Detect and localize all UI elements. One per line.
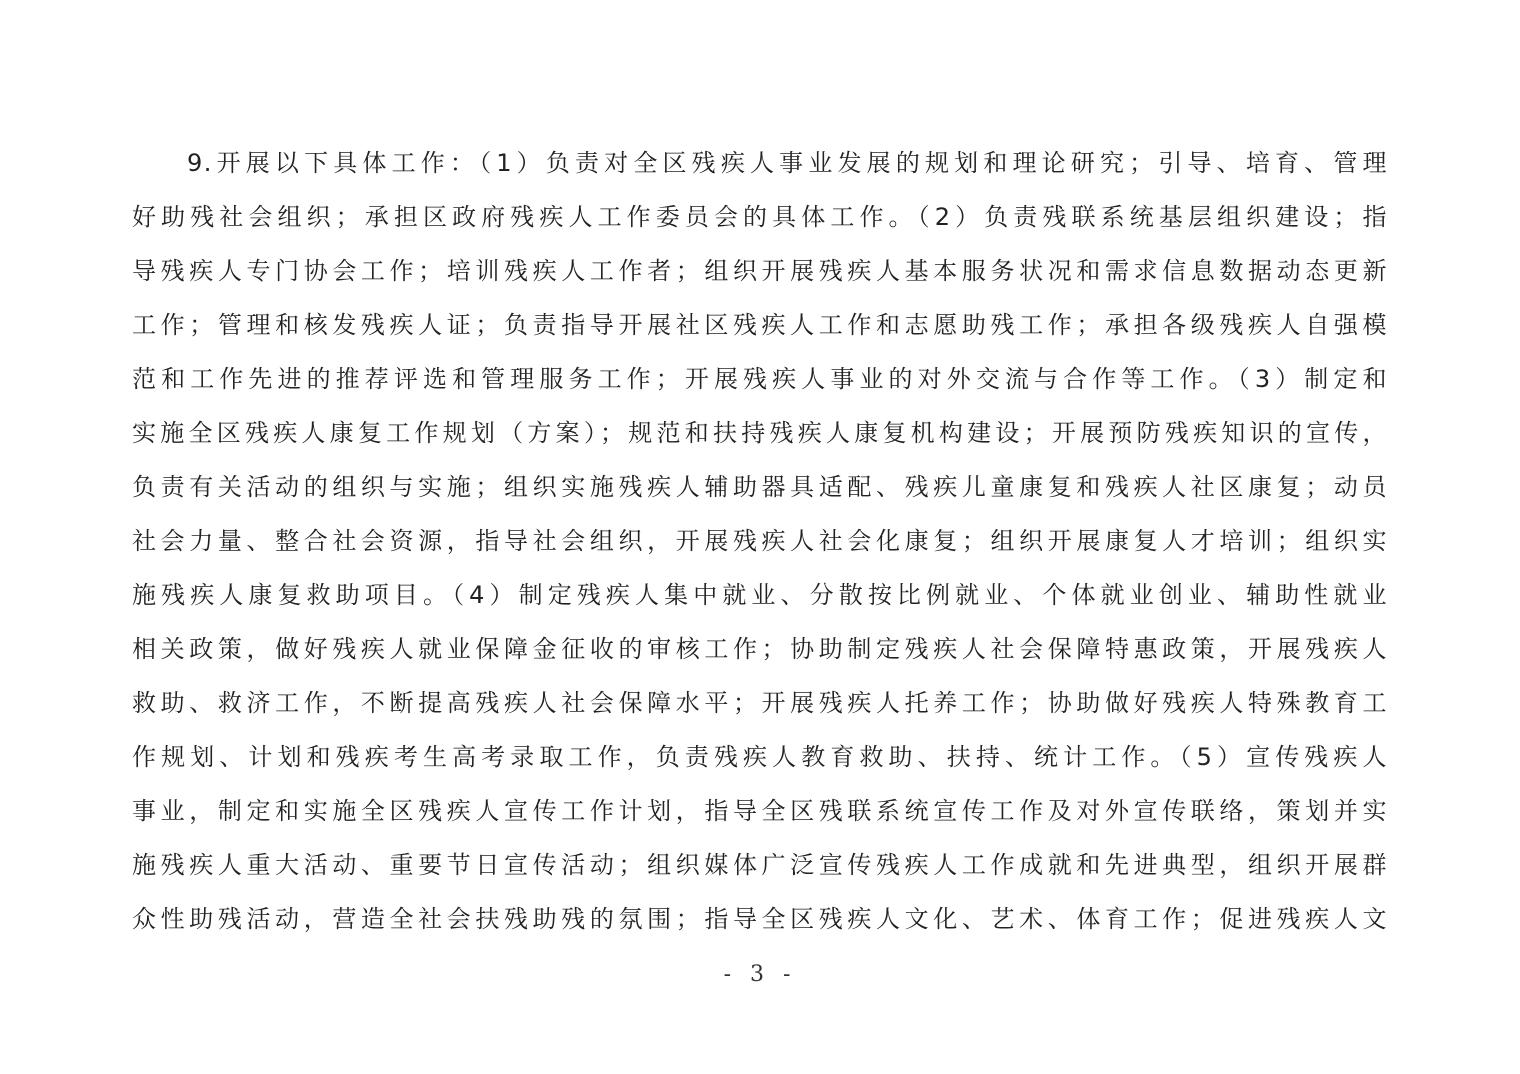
text-line: 施残疾人康复救助项目。（4）制定残疾人集中就业、分散按比例就业、个体就业创业、辅助性就业: [132, 581, 1388, 609]
text-line: 众性助残活动，营造全社会扶残助残的氛围；指导全区残疾人文化、艺术、体育工作；促进残疾人文: [132, 905, 1388, 933]
text-line: 工作；管理和核发残疾人证；负责指导开展社区残疾人工作和志愿助残工作；承担各级残疾人自强模: [132, 311, 1388, 339]
text-line: 事业，制定和实施全区残疾人宣传工作计划，指导全区残联系统宣传工作及对外宣传联络，策划并实: [132, 797, 1388, 825]
text-line: 作规划、计划和残疾考生高考录取工作，负责残疾人教育救助、扶持、统计工作。（5）宣传残疾人: [132, 743, 1388, 771]
body-text: [132, 136, 1388, 946]
text-line: 好助残社会组织；承担区政府残疾人工作委员会的具体工作。（2）负责残联系统基层组织建设；指: [132, 203, 1388, 231]
text-line: 导残疾人专门协会工作；培训残疾人工作者；组织开展残疾人基本服务状况和需求信息数据动态更新: [132, 257, 1388, 285]
text-line: 救助、救济工作，不断提高残疾人社会保障水平；开展残疾人托养工作；协助做好残疾人特殊教育工: [132, 689, 1388, 717]
page-number: - 3 -: [723, 962, 797, 987]
text-line: 施残疾人重大活动、重要节日宣传活动；组织媒体广泛宣传残疾人工作成就和先进典型，组织开展群: [132, 851, 1388, 879]
text-line: 相关政策，做好残疾人就业保障金征收的审核工作；协助制定残疾人社会保障特惠政策，开展残疾人: [132, 635, 1388, 663]
text-line: 社会力量、整合社会资源，指导社会组织，开展残疾人社会化康复；组织开展康复人才培训；组织实: [132, 527, 1388, 555]
text-line: 9.开展以下具体工作：（1）负责对全区残疾人事业发展的规划和理论研究；引导、培育、管理: [187, 149, 1388, 177]
text-line: 实施全区残疾人康复工作规划（方案）；规范和扶持残疾人康复机构建设；开展预防残疾知识的宣传，: [132, 419, 1388, 447]
text-line: 范和工作先进的推荐评选和管理服务工作；开展残疾人事业的对外交流与合作等工作。（3）制定和: [132, 365, 1388, 393]
text-line: 负责有关活动的组织与实施；组织实施残疾人辅助器具适配、残疾儿童康复和残疾人社区康复；动员: [132, 473, 1388, 501]
